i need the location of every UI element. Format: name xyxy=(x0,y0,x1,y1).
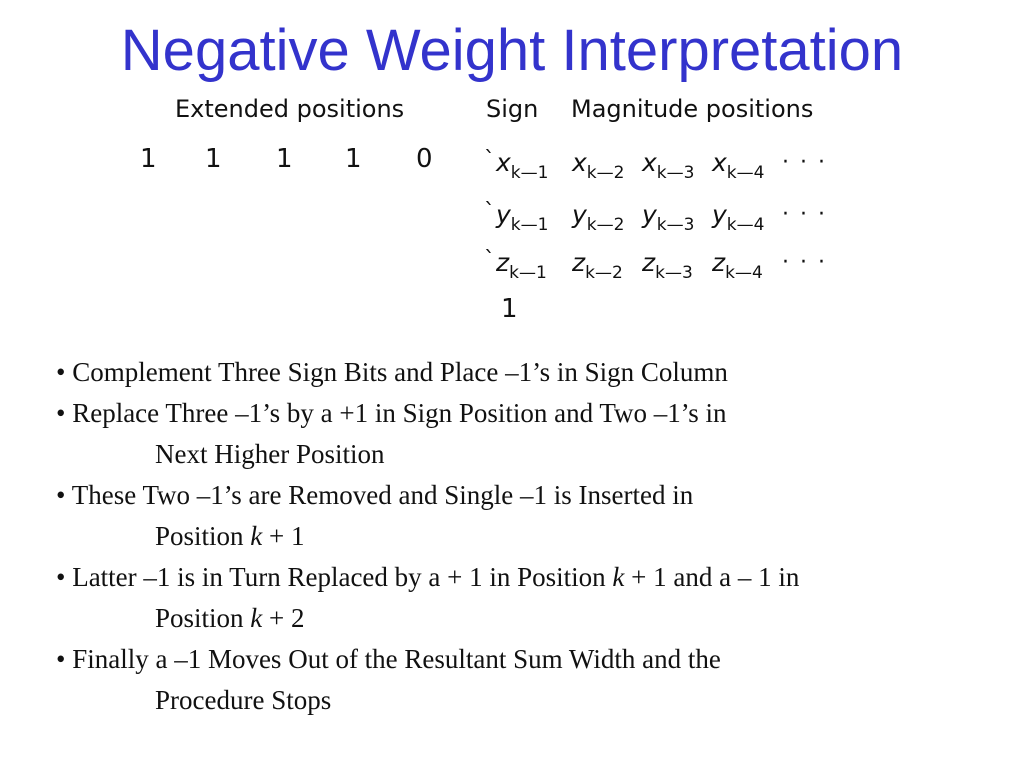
ellipsis: · · · xyxy=(782,250,827,275)
extended-bit: 1 xyxy=(345,144,362,174)
operand-bit: $y_{k—4}$ xyxy=(712,200,765,235)
operand-bit: $y_{k—2}$ xyxy=(572,200,625,235)
sign-carry-bit: 1 xyxy=(501,294,518,324)
operand-bit: $z_{k—4}$ xyxy=(712,248,763,283)
operand-bit: $y_{k—3}$ xyxy=(642,200,695,235)
ellipsis: · · · xyxy=(782,202,827,227)
operand-bit: $z_{k—2}$ xyxy=(572,248,623,283)
bullet-item: • Latter –1 is in Turn Replaced by a + 1 in Position k + 1 and a – 1 in xyxy=(56,562,800,592)
bullet-continuation: Position k + 2 xyxy=(155,603,305,633)
operand-bit: $x_{k—4}$ xyxy=(712,148,765,183)
operand-bit: $z_{k—3}$ xyxy=(642,248,693,283)
operand-bit: $z_{k—1}$ xyxy=(496,248,547,283)
extended-bit: 1 xyxy=(276,144,293,174)
operand-bit: $x_{k—2}$ xyxy=(572,148,625,183)
magnitude-positions-header: Magnitude positions xyxy=(571,95,814,123)
page-title: Negative Weight Interpretation xyxy=(120,18,904,83)
sign-header: Sign xyxy=(486,95,539,123)
complement-mark: ` xyxy=(484,248,495,273)
bullet-list xyxy=(56,352,1016,721)
extended-bit: 0 xyxy=(416,144,433,174)
bullet-continuation: Position k + 1 xyxy=(155,521,305,551)
bullet-continuation: Next Higher Position xyxy=(155,439,385,469)
extended-positions-header: Extended positions xyxy=(175,95,405,123)
sign-extension-diagram xyxy=(0,0,1024,340)
operand-bit: $x_{k—3}$ xyxy=(642,148,695,183)
bullet-item: • These Two –1’s are Removed and Single –1 is Inserted in xyxy=(56,480,694,510)
bullet-item: • Replace Three –1’s by a +1 in Sign Position and Two –1’s in xyxy=(56,398,727,428)
bullet-item: • Finally a –1 Moves Out of the Resultant Sum Width and the xyxy=(56,644,721,674)
operand-bit: $x_{k—1}$ xyxy=(496,148,549,183)
operand-bit: $y_{k—1}$ xyxy=(496,200,549,235)
extended-bit: 1 xyxy=(205,144,222,174)
ellipsis: · · · xyxy=(782,150,827,175)
complement-mark: ` xyxy=(484,200,495,225)
bullet-continuation: Procedure Stops xyxy=(155,685,332,715)
extended-bit: 1 xyxy=(140,144,157,174)
bullet-item: • Complement Three Sign Bits and Place –1’s in Sign Column xyxy=(56,357,728,387)
complement-mark: ` xyxy=(484,148,495,173)
